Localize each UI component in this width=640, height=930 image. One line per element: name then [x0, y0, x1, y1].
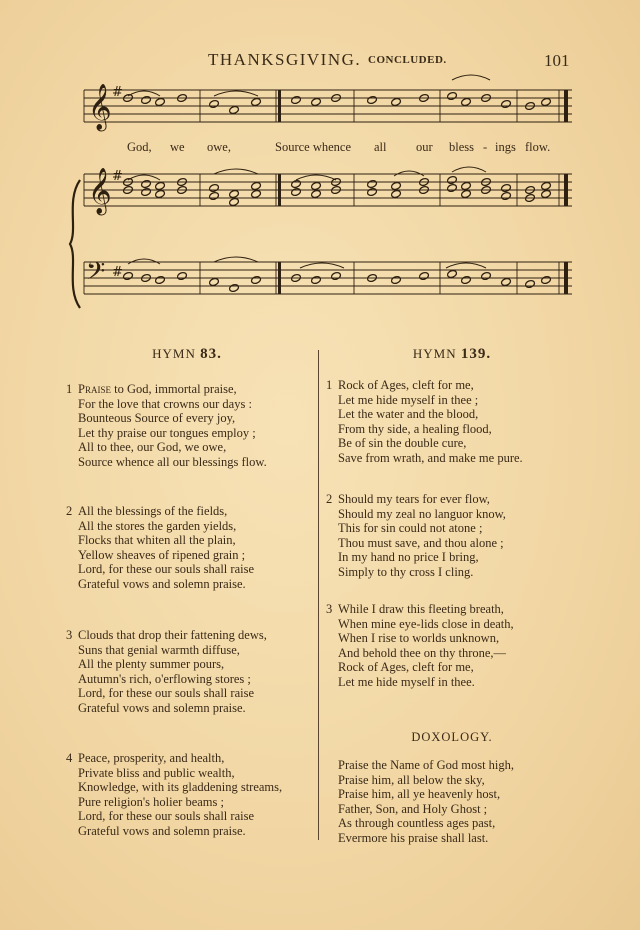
note-head: [461, 181, 472, 190]
note-head: [541, 189, 552, 198]
note-head: [447, 175, 458, 184]
lyric-word: God,: [127, 140, 152, 154]
lyric-word: flow.: [525, 140, 551, 154]
note-head: [501, 191, 512, 200]
note-head: [311, 275, 322, 284]
note-head: [251, 97, 262, 106]
note-head: [155, 181, 166, 190]
lyric-word: Source whence: [275, 140, 352, 154]
page-number: 101: [544, 51, 570, 70]
note-head: [155, 189, 166, 198]
verse-4: 4 Peace, prosperity, and health, Private bliss and public wealth, Knowledge, with its gladdening streams, Pure religion's holier beams ; Lord, for these our souls shall raise Grateful vows and solemn praise.: [66, 751, 283, 838]
slur: [452, 75, 490, 80]
note-head: [447, 183, 458, 192]
note-head: [461, 189, 472, 198]
note-head: [367, 179, 378, 188]
note-head: [461, 97, 472, 106]
page-subtitle: CONCLUDED.: [368, 54, 447, 66]
slur: [296, 175, 336, 180]
page-title: THANKSGIVING.: [208, 50, 362, 69]
note-head: [311, 97, 322, 106]
treble-clef: 𝄞: [88, 84, 112, 130]
hymn-number: 83.: [200, 346, 222, 362]
note-head: [331, 271, 342, 280]
note-head: [367, 187, 378, 196]
note-head: [391, 189, 402, 198]
note-head: [291, 187, 302, 196]
note-head: [311, 181, 322, 190]
hymn-title: HYMN 83.: [152, 346, 222, 362]
note-head: [155, 275, 166, 284]
key-signature: #: [112, 85, 123, 100]
note-head: [209, 191, 220, 200]
note-head: [541, 97, 552, 106]
verse-3: 3 While I draw this fleeting breath, When mine eye-lids close in death, When I rise to worlds unknown, And behold thee on thy throne,— Rock of Ages, cleft for me, Let me hide myself in thee.: [326, 602, 514, 689]
note-head: [291, 95, 302, 104]
note-head: [447, 91, 458, 100]
note-head: [209, 183, 220, 192]
slur: [128, 91, 160, 96]
music-lyrics: [0, 140, 640, 160]
note-head: [229, 197, 240, 206]
slur: [394, 171, 424, 176]
note-head: [229, 189, 240, 198]
note-head: [541, 275, 552, 284]
note-head: [481, 271, 492, 280]
note-head: [251, 181, 262, 190]
lyric-word: ings: [495, 140, 516, 154]
hymn-number: 139.: [460, 346, 492, 362]
note-head: [419, 271, 430, 280]
double-bar: [278, 174, 281, 206]
lyric-word: owe,: [207, 140, 231, 154]
note-head: [251, 189, 262, 198]
key-signature: #: [112, 169, 123, 184]
slur: [214, 257, 258, 262]
verse-2: 2 All the blessings of the fields, All the stores the garden yields, Flocks that whiten all the plain, Yellow sheaves of ripened grain ; Lord, for these our souls shall raise Grateful vows and solemn praise.: [66, 504, 255, 591]
note-head: [501, 99, 512, 108]
brace: [70, 180, 80, 308]
final-barline: [564, 262, 568, 294]
verse-2: 2 Should my tears for ever flow, Should my zeal no languor know, This for sin could not atone ; Thou must save, and thou alone ; In my hand no price I bring, Simply to thy cross I cling.: [326, 492, 506, 579]
lyric-word: our: [416, 140, 433, 154]
verse-1: 1 Rock of Ages, cleft for me, Let me hide myself in thee ; Let the water and the blood, From thy side, a healing flood, Be of sin the double cure, Save from wrath, and make me pure.: [326, 378, 523, 465]
hymn-139: [322, 346, 582, 845]
note-head: [391, 97, 402, 106]
note-head: [209, 99, 220, 108]
slur: [446, 263, 486, 268]
note-head: [229, 105, 240, 114]
note-head: [391, 275, 402, 284]
note-head: [209, 277, 220, 286]
final-barline: [564, 90, 568, 122]
slur: [214, 169, 258, 174]
lyric-word: -: [483, 140, 488, 154]
note-head: [123, 271, 134, 280]
note-head: [141, 179, 152, 188]
hymn-title: HYMN 139.: [412, 346, 492, 362]
lyric-word: bless: [449, 140, 474, 154]
slur: [452, 167, 486, 172]
note-head: [177, 271, 188, 280]
slur: [214, 91, 258, 96]
sheet-music: [0, 0, 640, 340]
column-divider: [318, 350, 319, 840]
final-barline: [564, 174, 568, 206]
hymn-83: [62, 346, 312, 838]
note-head: [391, 181, 402, 190]
slur: [128, 259, 160, 264]
slur: [300, 263, 344, 268]
key-signature: #: [112, 265, 123, 280]
verse-1: 1 Praise to God, immortal praise, For the love that crowns our days : Bounteous Source of every joy, Let thy praise our tongues employ ; All to thee, our God, we owe, Source whence all our blessings flow.: [66, 382, 267, 469]
note-head: [501, 277, 512, 286]
lyric-word: all: [374, 140, 387, 154]
note-head: [461, 275, 472, 284]
note-head: [141, 95, 152, 104]
slur: [128, 175, 160, 180]
note-head: [251, 275, 262, 284]
doxology-title: DOXOLOGY.: [411, 730, 493, 744]
note-head: [291, 179, 302, 188]
bass-clef: 𝄢: [86, 257, 106, 292]
treble-clef: 𝄞: [88, 168, 112, 214]
note-head: [141, 187, 152, 196]
note-head: [311, 189, 322, 198]
lyric-word: we: [170, 140, 185, 154]
double-bar: [278, 90, 281, 122]
note-head: [541, 181, 552, 190]
note-head: [525, 279, 536, 288]
doxology-verse: Praise the Name of God most high, Praise him, all below the sky, Praise him, all ye heavenly host, Father, Son, and Holy Ghost ; As through countless ages past, Evermore his praise shall last.: [338, 758, 515, 845]
double-bar: [278, 262, 281, 294]
note-head: [501, 183, 512, 192]
verse-3: 3 Clouds that drop their fattening dews, Suns that genial warmth diffuse, All the plenty summer pours, Autumn's rich, o'erflowing stores ; Lord, for these our souls shall raise Grateful vows and solemn praise.: [66, 628, 267, 715]
note-head: [447, 269, 458, 278]
note-head: [367, 95, 378, 104]
note-head: [155, 97, 166, 106]
note-head: [229, 283, 240, 292]
